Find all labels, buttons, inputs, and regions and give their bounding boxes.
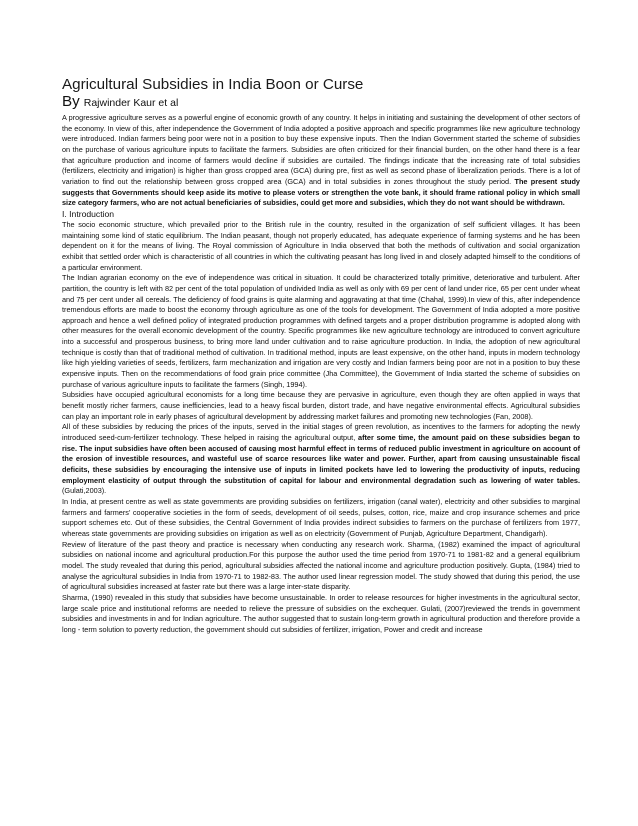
author-line [62,93,580,112]
body-paragraph: In India, at present centre as well as state governments are providing subsidies on fertilizers, irrigation (canal water), electricity and other subsidies to marginal farmers and farmers’ cooperative societies in the form of seeds, development of oil seeds, pulses, cotton, rice, maize and crop insurance schemes and price support schemes etc. Out of these subsidies, the Central Government of India provides indirect subsidies to farmers on the purchase of fertilizers from 1977, whereas state governments are providing subsidies on irrigation as well as on electricity (Government of Punjab, Agriculture Department, Chandigarh). [62,496,580,538]
subsidies-paragraph [62,422,580,497]
abstract-paragraph [62,113,580,209]
author-name: Rajwinder Kaur et al [83,97,179,109]
subsidies-bold-text: after some time, the amount paid on these subsidies began to rise. The input subsidies have often been accused of causing most harmful effect in terms of reduced public investment in agriculture on account of the erosion of investible resources, and wasteful use of scarce resources like water and power. Further, apart from causing unsustainable fiscal deficits, these subsidies by encouraging the intensive use of inputs in limited pockets have led to lowering the productivity of inputs, reducing employment elasticity of output through the substitution of capital for labour and environmental degradation such as lowering of water tables. [62,433,580,485]
intro-paragraph: The Indian agrarian economy on the eve of independence was critical in situation. It could be characterized totally primitive, deteriorative and turbulent. After partition, the country is left with 82 per cent of the total population of undivided India as well as only with 69 per cent of land under rice, 65 per cent under wheat and 75 per cent under all cereals. The deficiency of food grains is quite alarming and aggravating at that time (Chahal, 1999).In view of this, after independence tremendous efforts are made to boost the economy through agriculture as one of the tools for development. The Government of India adopted a more positive approach and hence a well defined policy of integrated production programmes with defined targets and a proper distribution programme is adopted along with other measures for the overall economic development of the country. Specific programmes like new agriculture technology are introduced to convert agriculture into a successful and prosperous business, to bring more land under cultivation and to raise agriculture production. In India, the adoption of new agricultural technique is costly than that of traditional method of cultivation. In traditional method, inputs are least expensive, on the other hand, inputs in modern technology like high yielding varieties of seeds, fertilizers, farm mechanization and irrigation are very costly and Indian farmers being poor are not in a position to buy these expensive inputs. Then on the recommendations of food grain price committee (Jha Committee), the Government of India started the scheme of subsidies on purchase of various agriculture inputs to facilitate the farmers (Singh, 1994). [62,273,580,389]
author-by: By [62,93,80,110]
body-paragraph: Sharma, (1990) revealed in this study that subsidies have become unsustainable. In order to release resources for higher investments in the agricultural sector, large scale price and institutional reforms are needed to relieve the pressure of subsidies on the exchequer. Gulati, (2007)reviewed the trends in government subsidies and investments in and for Indian agriculture. The author suggested that to sustain long-term growth in agricultural production and therefore provide a long - term solution to poverty reduction, the government should cut subsidies of fertilizer, irrigation, Power and credit and increase [62,592,580,634]
intro-paragraph: Subsidies have occupied agricultural economists for a long time because they are pervasive in agriculture, even though they are often applied in ways that benefit mostly richer farmers, cause inefficiencies, lead to a heavy fiscal burden, distort trade, and have negative environmental effects. Agricultural subsidies can play an important role in early phases of agricultural development by addressing market failures and promoting new technologies (Fan, 2008). [62,390,580,421]
abstract-bold-text: The present study suggests that Governments should keep aside its motive to please voters or strengthen the vote bank, it should frame rational policy in which small size category farmers, who are not actual beneficiaries of subsidies, could get more and subsidies, which they do not want should be withdrawn. [62,176,580,208]
paper-body [62,113,580,636]
intro-paragraph: The socio economic structure, which prevailed prior to the British rule in the country, resulted in the organization of self sufficient villages. It has been maintaining some kind of static equilibrium. The Indian peasant, though not properly educated, has adequate experience of farming systems and he has been dependent on it for the means of living. The Royal commission of Agriculture in India observed that both the methods of cultivation and social organization exhibit that settled order which is characteristic of all countries in which the cultivating peasant has long lived in and closely adapted himself to the conditions of a particular environment. [62,219,580,272]
subsidies-citation: (Gulati,2003). [62,486,107,496]
section-heading-introduction: I. Introduction [62,208,115,219]
body-paragraph: Review of literature of the past theory and practice is necessary when conducting any research work. Sharma, (1982) examined the impact of agricultural subsidies on national income and agricultural production.For this purpose the author used the time period from 1970-71 to 1981-82 and a general equilibrium model. The study revealed that during this period, agricultural subsidies affected the national income and agriculture production positively. Gupta, (1984) tried to analyse the agricultural subsidies in India from 1970-71 to 1982-83. The author used linear regression model. The study showed that during this period, the use of agricultural subsidies increased at faster rate but there was a large inter-state disparity. [62,539,580,592]
abstract-text: A progressive agriculture serves as a powerful engine of economic growth of any country. It helps in initiating and sustaining the development of other sectors of the economy. In view of this, after independence the Government of India adopted a positive approach and specific programmes like new agriculture technology were introduced. Indian farmers being poor were not in a position to buy these expensive inputs. Then the Indian Government started the scheme of subsidies on the purchase of various agriculture inputs to facilitate the farmers. Subsidies are often criticized for their financial burden, on the other hand there is a fear that agriculture production and income of farmers would decline if subsidies are curtailed. The findings indicate that the increasing rate of total subsidies (fertilizers, electricity and irrigation) is higher than gross cropped area (GCA) during pre, first as well as second phase of liberalization periods. There is a lot of variation to find out the relationship between gross cropped area (GCA) and in total subsidies in zones throughout the study period. [62,113,580,186]
document-page [62,76,580,636]
subsidies-text: All of these subsidies by reducing the prices of the inputs, served in the initial stages of green revolution, as incentives to the farmers for adopting the newly introduced seed-cum-fertilizer technology. These helped in raising the agricultural output, [62,422,580,443]
paper-title: Agricultural Subsidies in India Boon or Curse [62,76,364,93]
